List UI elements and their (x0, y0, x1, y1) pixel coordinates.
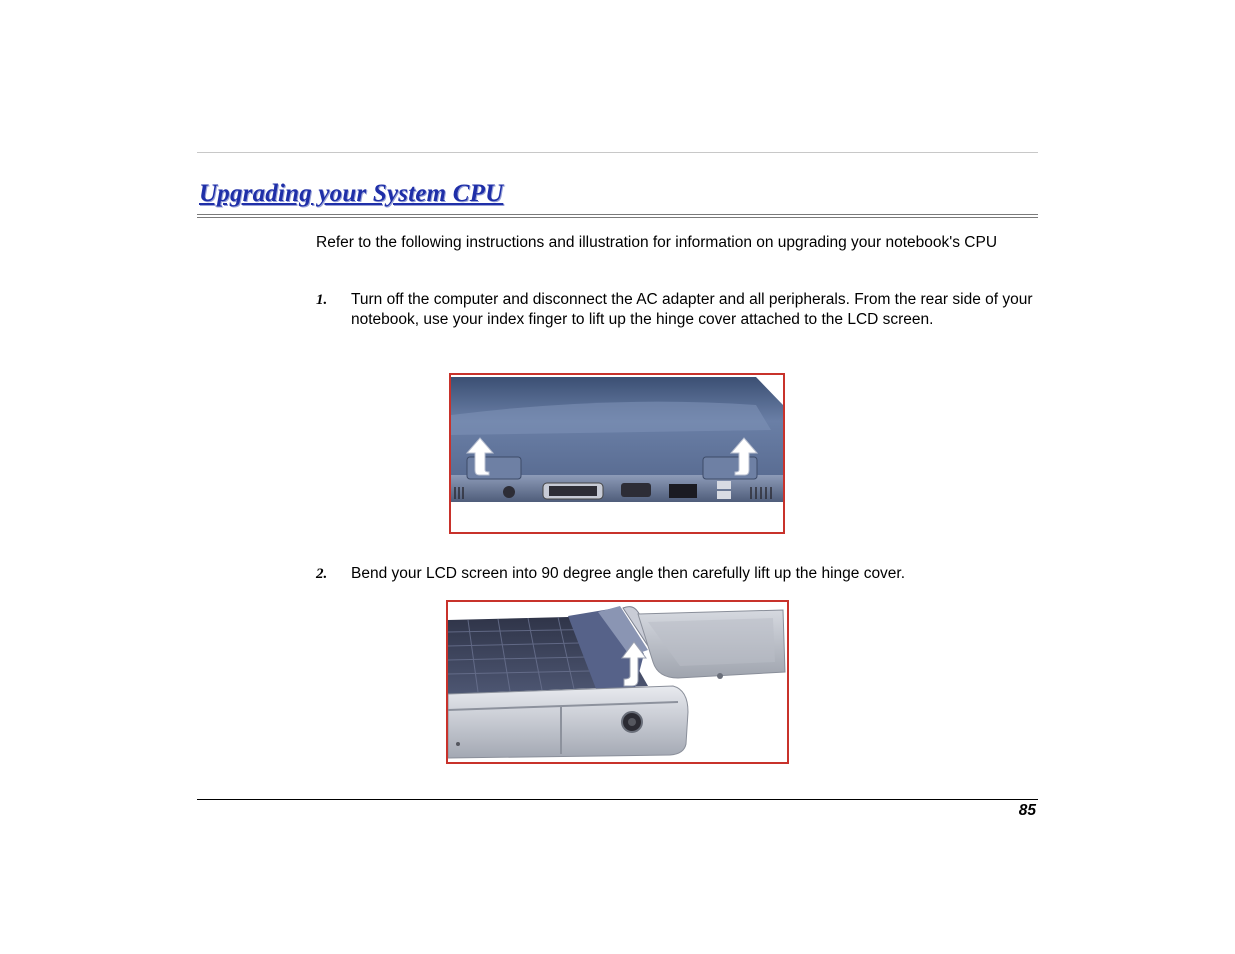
ir-window (669, 484, 697, 498)
step-text: Turn off the computer and disconnect the AC adapter and all peripherals. From the rear side of your notebook, use your index finger to lift up the hinge cover attached to the LCD screen. (351, 291, 1033, 328)
intro-paragraph: Refer to the following instructions and illustration for information on upgrading your notebook's CPU (316, 234, 998, 251)
step-number: 2. (316, 566, 328, 582)
side-hinge-illustration (448, 602, 787, 762)
step-text: Bend your LCD screen into 90 degree angle then carefully lift up the hinge cover. (351, 565, 906, 582)
side-hinge-photo (446, 600, 789, 764)
rear-hinge-illustration (451, 375, 783, 532)
notebook-side (448, 686, 688, 758)
vga-port (621, 483, 651, 497)
footer-rule (197, 799, 1038, 800)
step-number: 1. (316, 292, 328, 308)
ps2-port (503, 486, 515, 498)
title-double-rule (197, 214, 1038, 218)
header-rule (197, 152, 1038, 153)
page-title: Upgrading your System CPU (199, 180, 504, 207)
page-number: 85 (1018, 802, 1036, 819)
parallel-port (549, 486, 597, 496)
rear-hinge-photo (449, 373, 785, 534)
